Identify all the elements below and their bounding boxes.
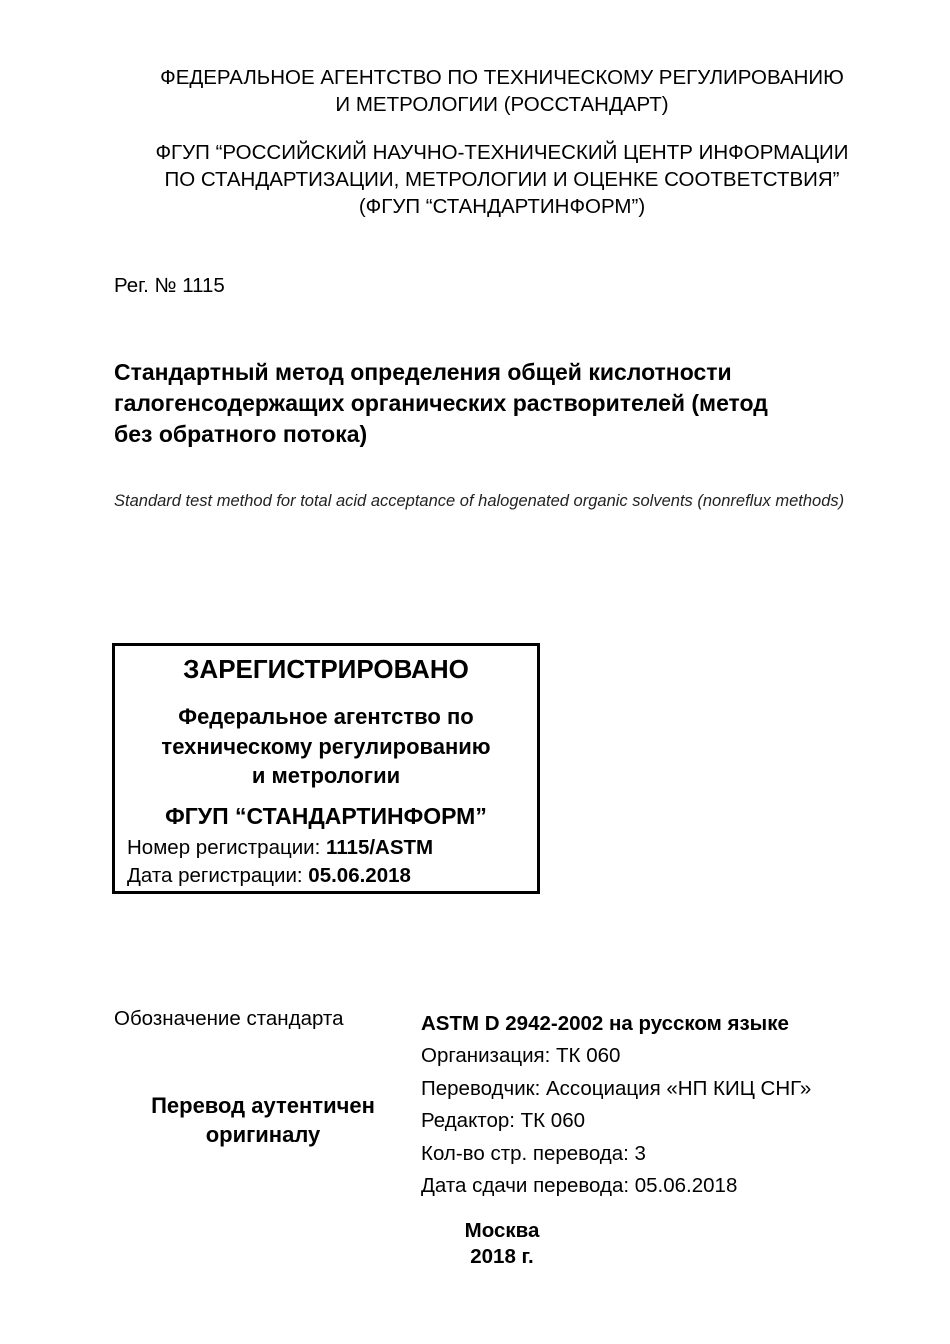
title-line-1: Стандартный метод определения общей кислотности bbox=[114, 359, 732, 385]
fgup-line-3: (ФГУП “СТАНДАРТИНФОРМ”) bbox=[358, 195, 646, 218]
stamp-agency bbox=[115, 702, 537, 791]
registration-stamp bbox=[112, 643, 540, 894]
agency-line-1: ФЕДЕРАЛЬНОЕ АГЕНТСТВО ПО ТЕХНИЧЕСКОМУ РЕГУЛИРОВАНИЮ bbox=[160, 66, 844, 89]
authenticity-line-1: Перевод аутентичен bbox=[151, 1093, 375, 1118]
authenticity-line-2: оригиналу bbox=[205, 1122, 321, 1147]
stamp-registration-number bbox=[127, 836, 433, 860]
fgup-line-2: ПО СТАНДАРТИЗАЦИИ, МЕТРОЛОГИИ И ОЦЕНКЕ СООТВЕТСТВИЯ” bbox=[164, 168, 840, 191]
agency-line-2: И МЕТРОЛОГИИ (РОССТАНДАРТ) bbox=[335, 93, 669, 116]
page-count: Кол-во стр. перевода: 3 bbox=[421, 1141, 646, 1165]
stamp-agency-line-3: и метрологии bbox=[251, 763, 401, 788]
editor: Редактор: ТК 060 bbox=[421, 1109, 585, 1133]
document-title bbox=[114, 357, 894, 450]
footer-year: 2018 г. bbox=[470, 1245, 534, 1268]
organization: Организация: ТК 060 bbox=[421, 1044, 621, 1068]
stamp-heading: ЗАРЕГИСТРИРОВАНО bbox=[183, 654, 469, 684]
title-line-2: галогенсодержащих органических растворителей (метод bbox=[114, 390, 768, 416]
fgup-line-1: ФГУП “РОССИЙСКИЙ НАУЧНО-ТЕХНИЧЕСКИЙ ЦЕНТР ИНФОРМАЦИИ bbox=[155, 141, 849, 164]
stamp-reg-value: 1115/ASTM bbox=[326, 836, 434, 859]
agency-header bbox=[0, 64, 950, 118]
title-line-3: без обратного потока) bbox=[114, 421, 368, 447]
designation-label: Обозначение стандарта bbox=[114, 1007, 344, 1030]
stamp-date-label: Дата регистрации: bbox=[127, 864, 309, 887]
stamp-agency-line-2: техническому регулированию bbox=[161, 733, 491, 759]
fgup-header bbox=[0, 139, 950, 220]
stamp-date-value: 05.06.2018 bbox=[308, 864, 411, 887]
translation-details bbox=[421, 1008, 811, 1202]
standard-designation: ASTM D 2942-2002 на русском языке bbox=[421, 1012, 789, 1035]
english-title: Standard test method for total acid acceptance of halogenated organic solvents (nonreflux methods) bbox=[114, 492, 845, 510]
stamp-fgup: ФГУП “СТАНДАРТИНФОРМ” bbox=[165, 803, 487, 829]
footer-city: Москва bbox=[464, 1219, 540, 1242]
stamp-reg-label: Номер регистрации: bbox=[127, 836, 327, 859]
stamp-agency-line-1: Федеральное агентство по bbox=[178, 704, 474, 729]
delivery-date: Дата сдачи перевода: 05.06.2018 bbox=[421, 1174, 738, 1198]
stamp-registration-date bbox=[127, 864, 411, 888]
reg-number: Рег. № 1115 bbox=[114, 274, 225, 297]
authenticity-note bbox=[114, 1091, 412, 1149]
translator: Переводчик: Ассоциация «НП КИЦ СНГ» bbox=[421, 1076, 812, 1100]
footer-place-year bbox=[405, 1218, 599, 1270]
